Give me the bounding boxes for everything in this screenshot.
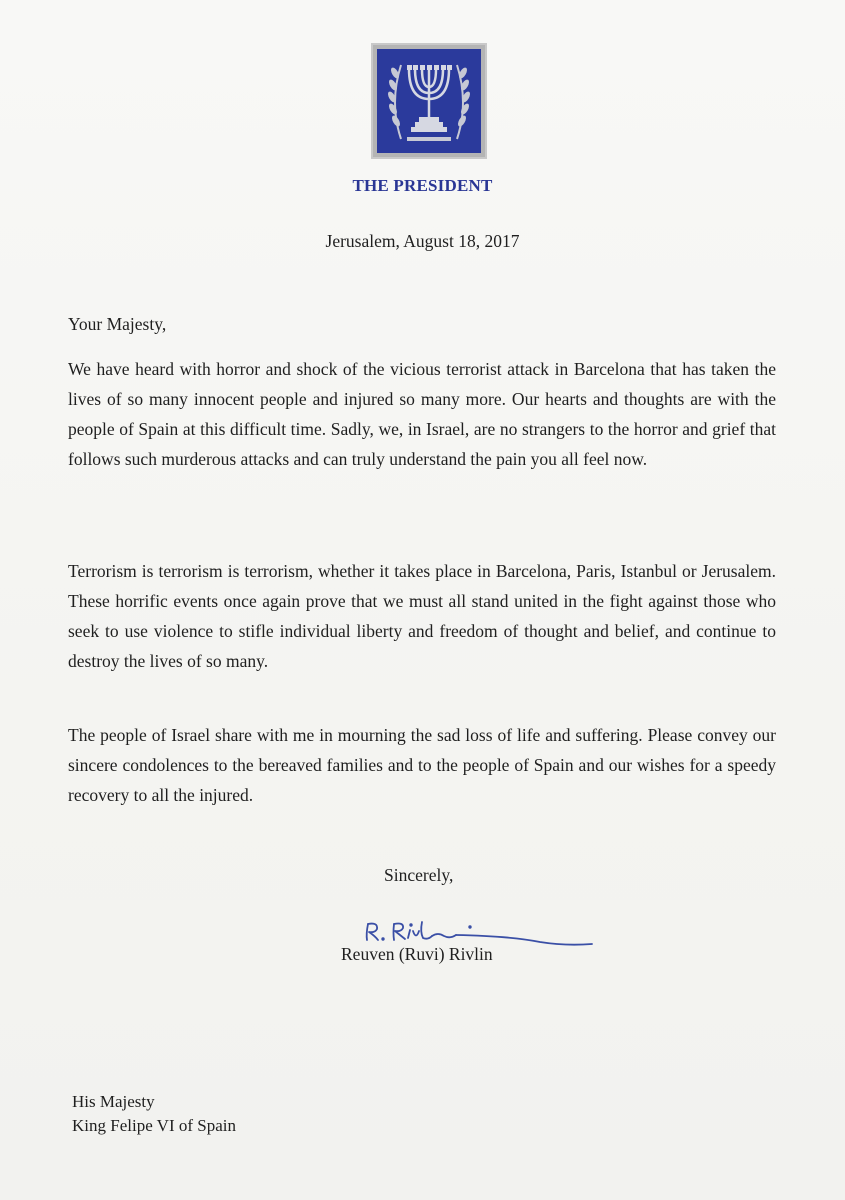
addressee-block	[72, 1090, 236, 1138]
date-line: Jerusalem, August 18, 2017	[325, 231, 520, 251]
salutation: Your Majesty,	[68, 314, 167, 334]
body-paragraph: We have heard with horror and shock of the vicious terrorist attack in Barcelona that has taken the lives of so many innocent people and injured so many more. Our hearts and thoughts are with the people of Spain at this difficult time. Sadly, we, in Israel, are no strangers to the horror and grief that follows such murderous attacks and can truly understand the pain you all feel now.	[68, 359, 776, 469]
addressee-line: His Majesty	[72, 1092, 155, 1111]
signer-name: Reuven (Ruvi) Rivlin	[341, 944, 493, 964]
menorah-emblem-icon	[371, 43, 487, 159]
closing: Sincerely,	[384, 865, 454, 885]
addressee-line: King Felipe VI of Spain	[72, 1116, 237, 1135]
body-paragraph: Terrorism is terrorism is terrorism, whether it takes place in Barcelona, Paris, Istanbul or Jerusalem. These horrific events once again prove that we must all stand united in the fight against those who seek to use violence to stifle individual liberty and freedom of thought and belief, and continue to destroy the lives of so many.	[68, 561, 776, 671]
letterhead-title: THE PRESIDENT	[352, 176, 493, 195]
body-paragraph: The people of Israel share with me in mourning the sad loss of life and suffering. Please convey our sincere condolences to the bereaved families and to the people of Spain and our wishes for a speedy recovery to all the injured.	[68, 725, 776, 805]
